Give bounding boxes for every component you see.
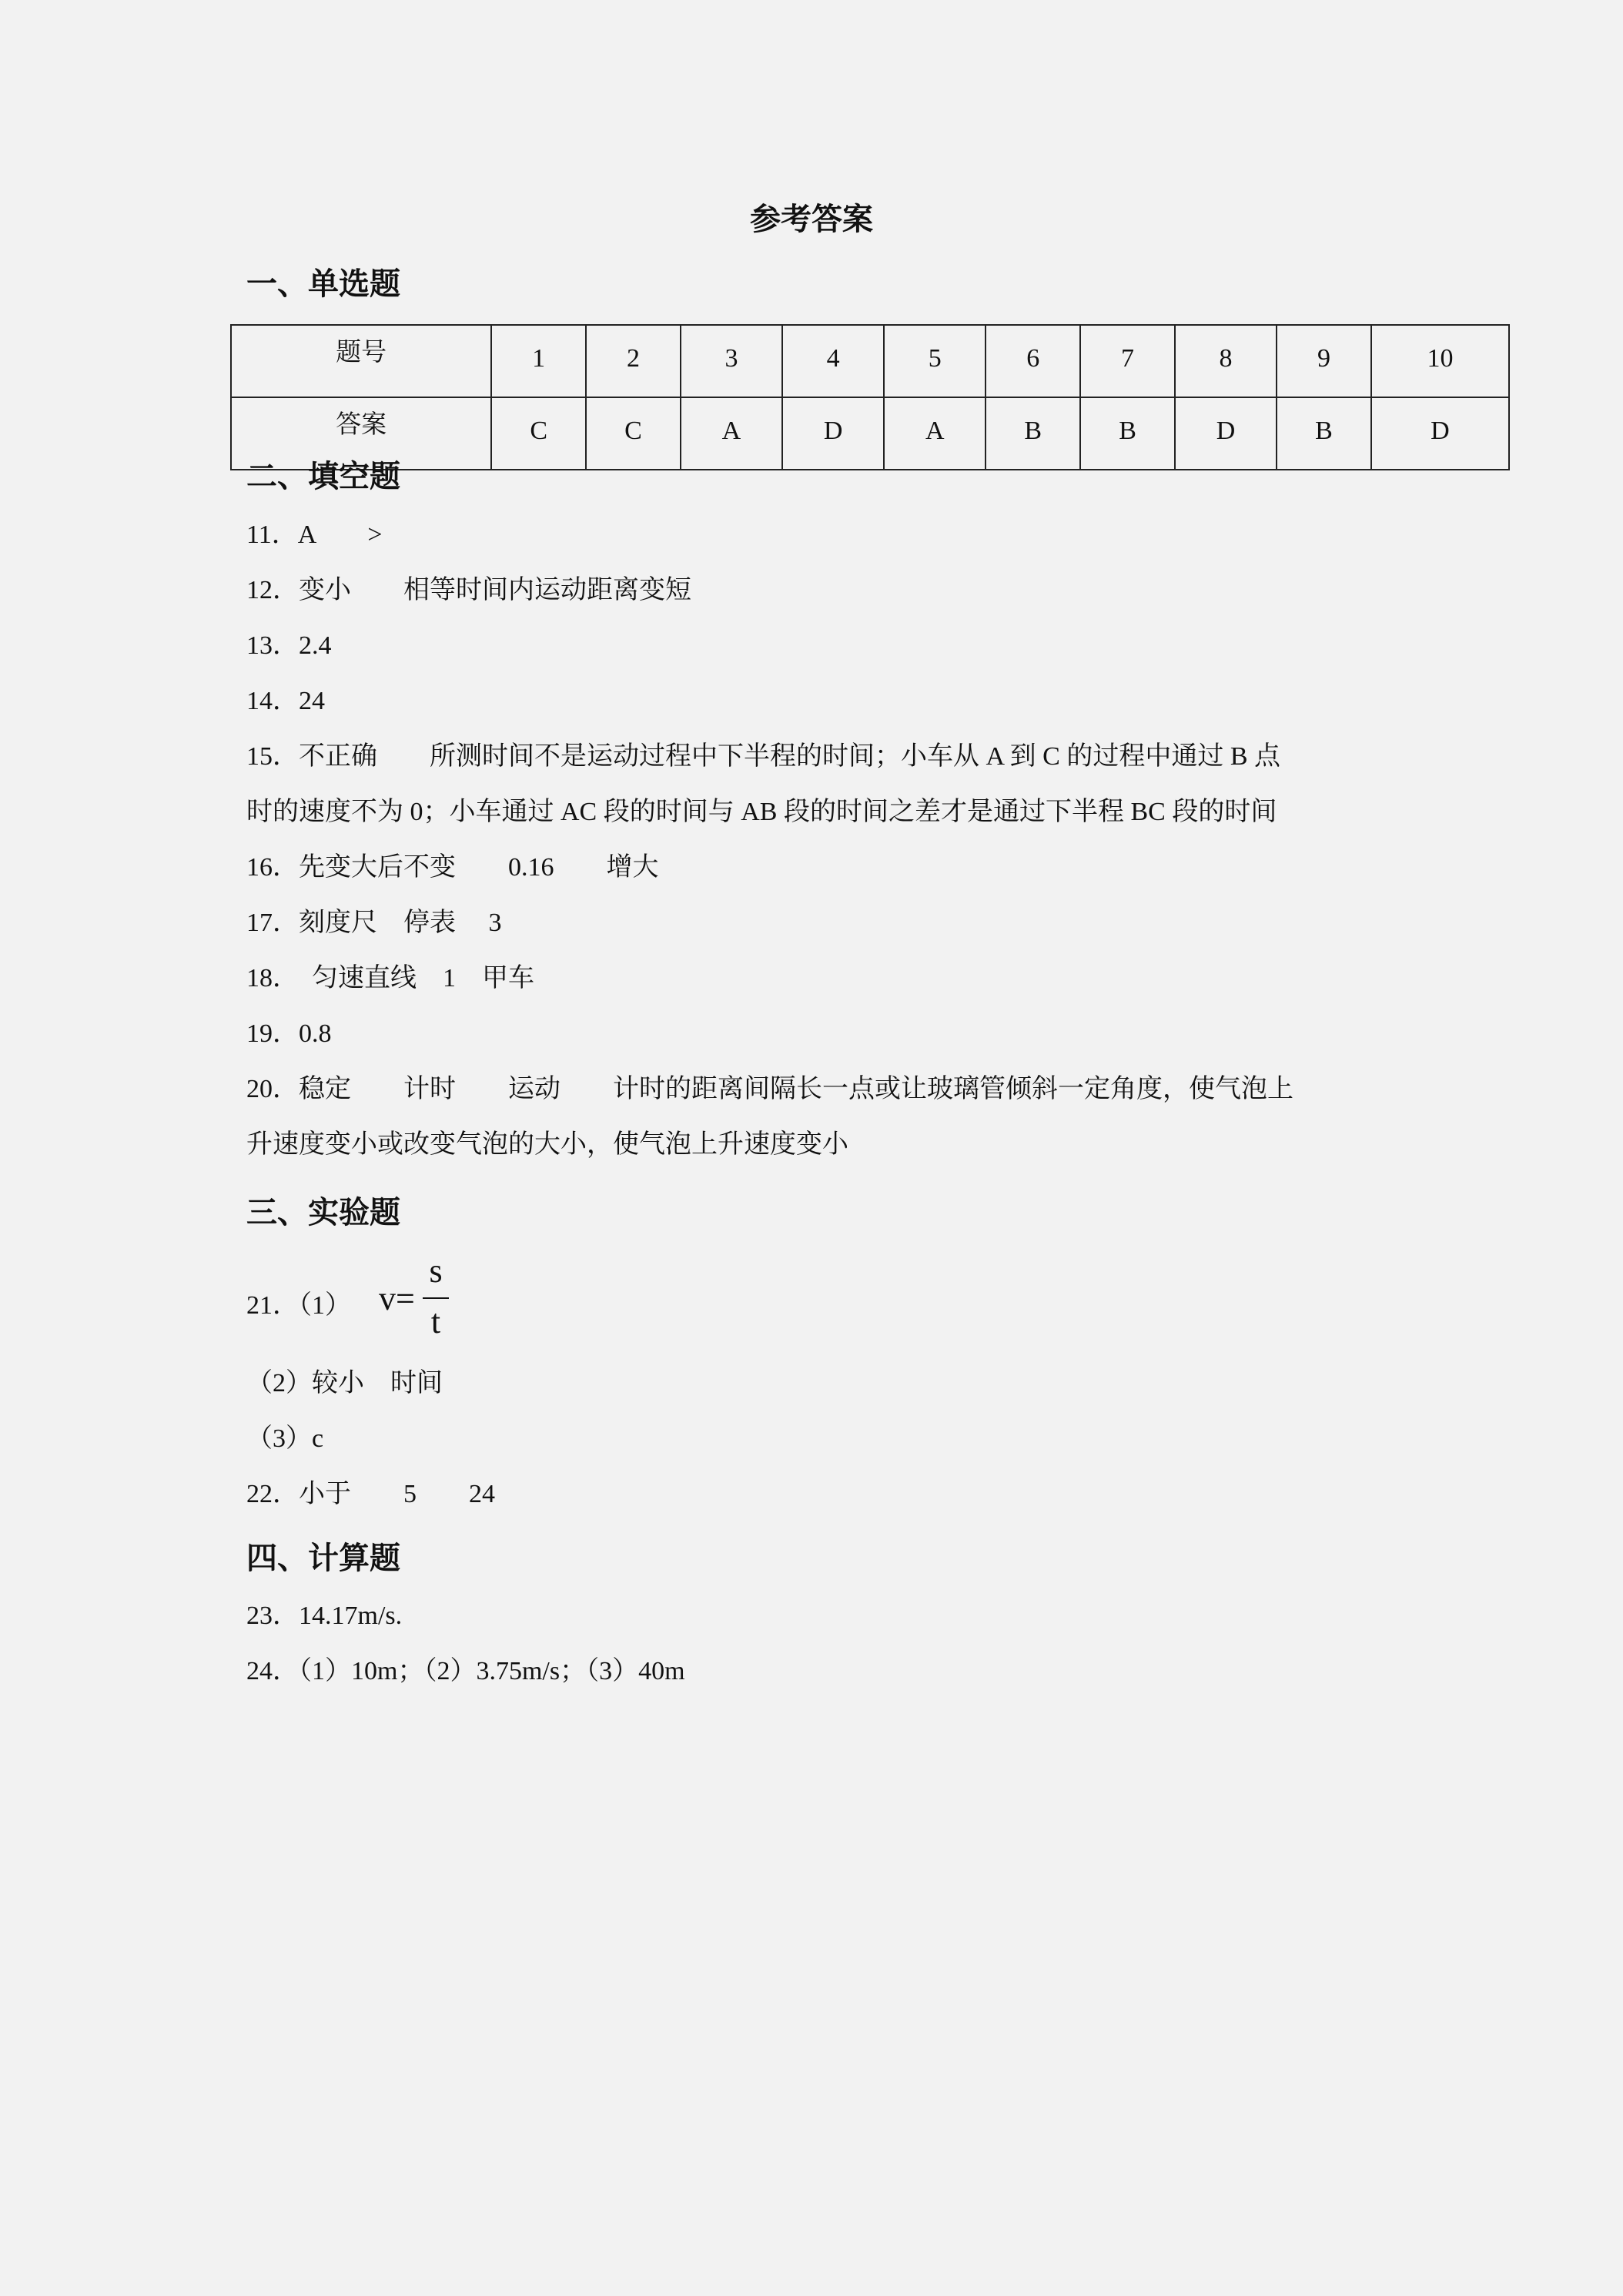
answer-line-21-2: （2）较小 时间	[246, 1369, 443, 1397]
answer-21-label: 21．（1）	[246, 1291, 351, 1320]
table-cell: 6	[986, 325, 1080, 397]
answer-line-19: 19．0.8	[246, 1019, 332, 1048]
answer-table	[230, 324, 1510, 470]
table-cell: B	[1277, 397, 1371, 470]
formula-lhs: v=	[379, 1280, 415, 1317]
answer-line-15a: 15．不正确 所测时间不是运动过程中下半程的时间；小车从 A 到 C 的过程中通过 B 点	[246, 742, 1281, 771]
table-cell: 1	[491, 325, 586, 397]
table-cell: C	[586, 397, 681, 470]
answer-line-21-3: （3）c	[246, 1424, 324, 1453]
fraction-bar	[423, 1297, 449, 1299]
table-cell: B	[1080, 397, 1175, 470]
table-header-cell: 答案	[231, 397, 491, 470]
page-title: 参考答案	[750, 202, 873, 237]
answer-line-17: 17．刻度尺 停表 3	[246, 909, 502, 937]
table-cell: A	[681, 397, 782, 470]
answer-line-20b: 升速度变小或改变气泡的大小，使气泡上升速度变小	[246, 1130, 848, 1159]
formula-numerator: s	[429, 1252, 443, 1290]
answer-line-23: 23．14.17m/s.	[246, 1602, 403, 1630]
table-cell: 7	[1080, 325, 1175, 397]
formula-denominator: t	[430, 1303, 441, 1340]
answer-line-14: 14．24	[246, 687, 325, 715]
table-cell: B	[986, 397, 1080, 470]
answer-line-13: 13．2.4	[246, 631, 332, 660]
answer-line-12: 12．变小 相等时间内运动距离变短	[246, 576, 691, 604]
section-heading-calculation: 四、计算题	[246, 1541, 400, 1576]
table-cell: 3	[681, 325, 782, 397]
section-heading-experiment: 三、实验题	[246, 1195, 400, 1230]
table-header-cell: 题号	[231, 325, 491, 397]
answer-line-22: 22．小于 5 24	[246, 1480, 495, 1508]
table-cell: A	[884, 397, 986, 470]
table-cell: 4	[782, 325, 884, 397]
table-cell: 8	[1175, 325, 1277, 397]
answer-line-24: 24．（1）10m；（2）3.75m/s；（3）40m	[246, 1657, 685, 1685]
table-cell: D	[1175, 397, 1277, 470]
table-cell: 9	[1277, 325, 1371, 397]
table-row-numbers	[231, 325, 1509, 397]
answer-line-20a: 20．稳定 计时 运动 计时的距离间隔长一点或让玻璃管倾斜一定角度，使气泡上	[246, 1075, 1293, 1103]
answer-line-18: 18． 匀速直线 1 甲车	[246, 964, 534, 992]
section-heading-fill-blank: 二、填空题	[246, 459, 400, 494]
table-cell: D	[782, 397, 884, 470]
answer-line-11: 11．A >	[246, 520, 383, 549]
table-cell: C	[491, 397, 586, 470]
section-heading-single-choice: 一、单选题	[246, 266, 400, 302]
table-cell: D	[1371, 397, 1509, 470]
table-cell: 2	[586, 325, 681, 397]
table-cell: 5	[884, 325, 986, 397]
table-cell: 10	[1371, 325, 1509, 397]
answer-line-15b: 时的速度不为 0；小车通过 AC 段的时间与 AB 段的时间之差才是通过下半程 BC 段的时间	[246, 798, 1277, 826]
table-row-answers	[231, 397, 1509, 470]
answer-line-16: 16．先变大后不变 0.16 增大	[246, 853, 659, 882]
